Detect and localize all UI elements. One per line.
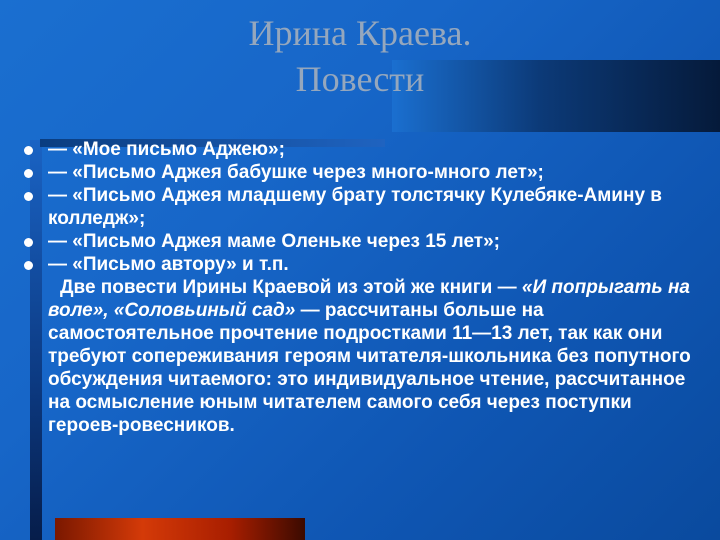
bullet-icon — [24, 238, 33, 247]
list-item: — «Письмо Аджея бабушке через много-много лет»; — [24, 161, 704, 184]
title-line-1: Ирина Краева. — [248, 13, 472, 53]
list-item: — «Мое письмо Аджею»; — [24, 138, 704, 161]
bullet-icon — [24, 192, 33, 201]
title-line-2: Повести — [295, 59, 425, 99]
paragraph-titles: «И попрыгать на воле», «Соловьиный сад» — [48, 277, 690, 321]
list-item: — «Письмо Аджея младшему брату толстячку Кулебяке-Амину в колледж»; — [24, 184, 704, 230]
paragraph-rest: — рассчитаны больше на самостоятельное прочтение подростками 11—13 лет, так как они требуют сопереживания героям читателя-школьника без попутного обсуждения читаемого: это индивидуальное чтение, рассчитанное на осмысление юным читателем самого себя через поступки героев-ровесников. — [48, 300, 691, 436]
decorative-bar-bottom — [55, 518, 305, 540]
list-item: — «Письмо автору» и т.п. — [24, 253, 704, 276]
bullet-icon — [24, 169, 33, 178]
list-item: — «Письмо Аджея маме Оленьке через 15 лет»; — [24, 230, 704, 253]
bullet-list — [24, 138, 704, 276]
paragraph-lead: Две повести Ирины Краевой из этой же книги — — [60, 277, 522, 298]
bullet-icon — [24, 261, 33, 270]
body-paragraph — [48, 276, 704, 437]
bullet-icon — [24, 146, 33, 155]
slide-title — [200, 10, 520, 102]
slide-content — [24, 138, 704, 456]
